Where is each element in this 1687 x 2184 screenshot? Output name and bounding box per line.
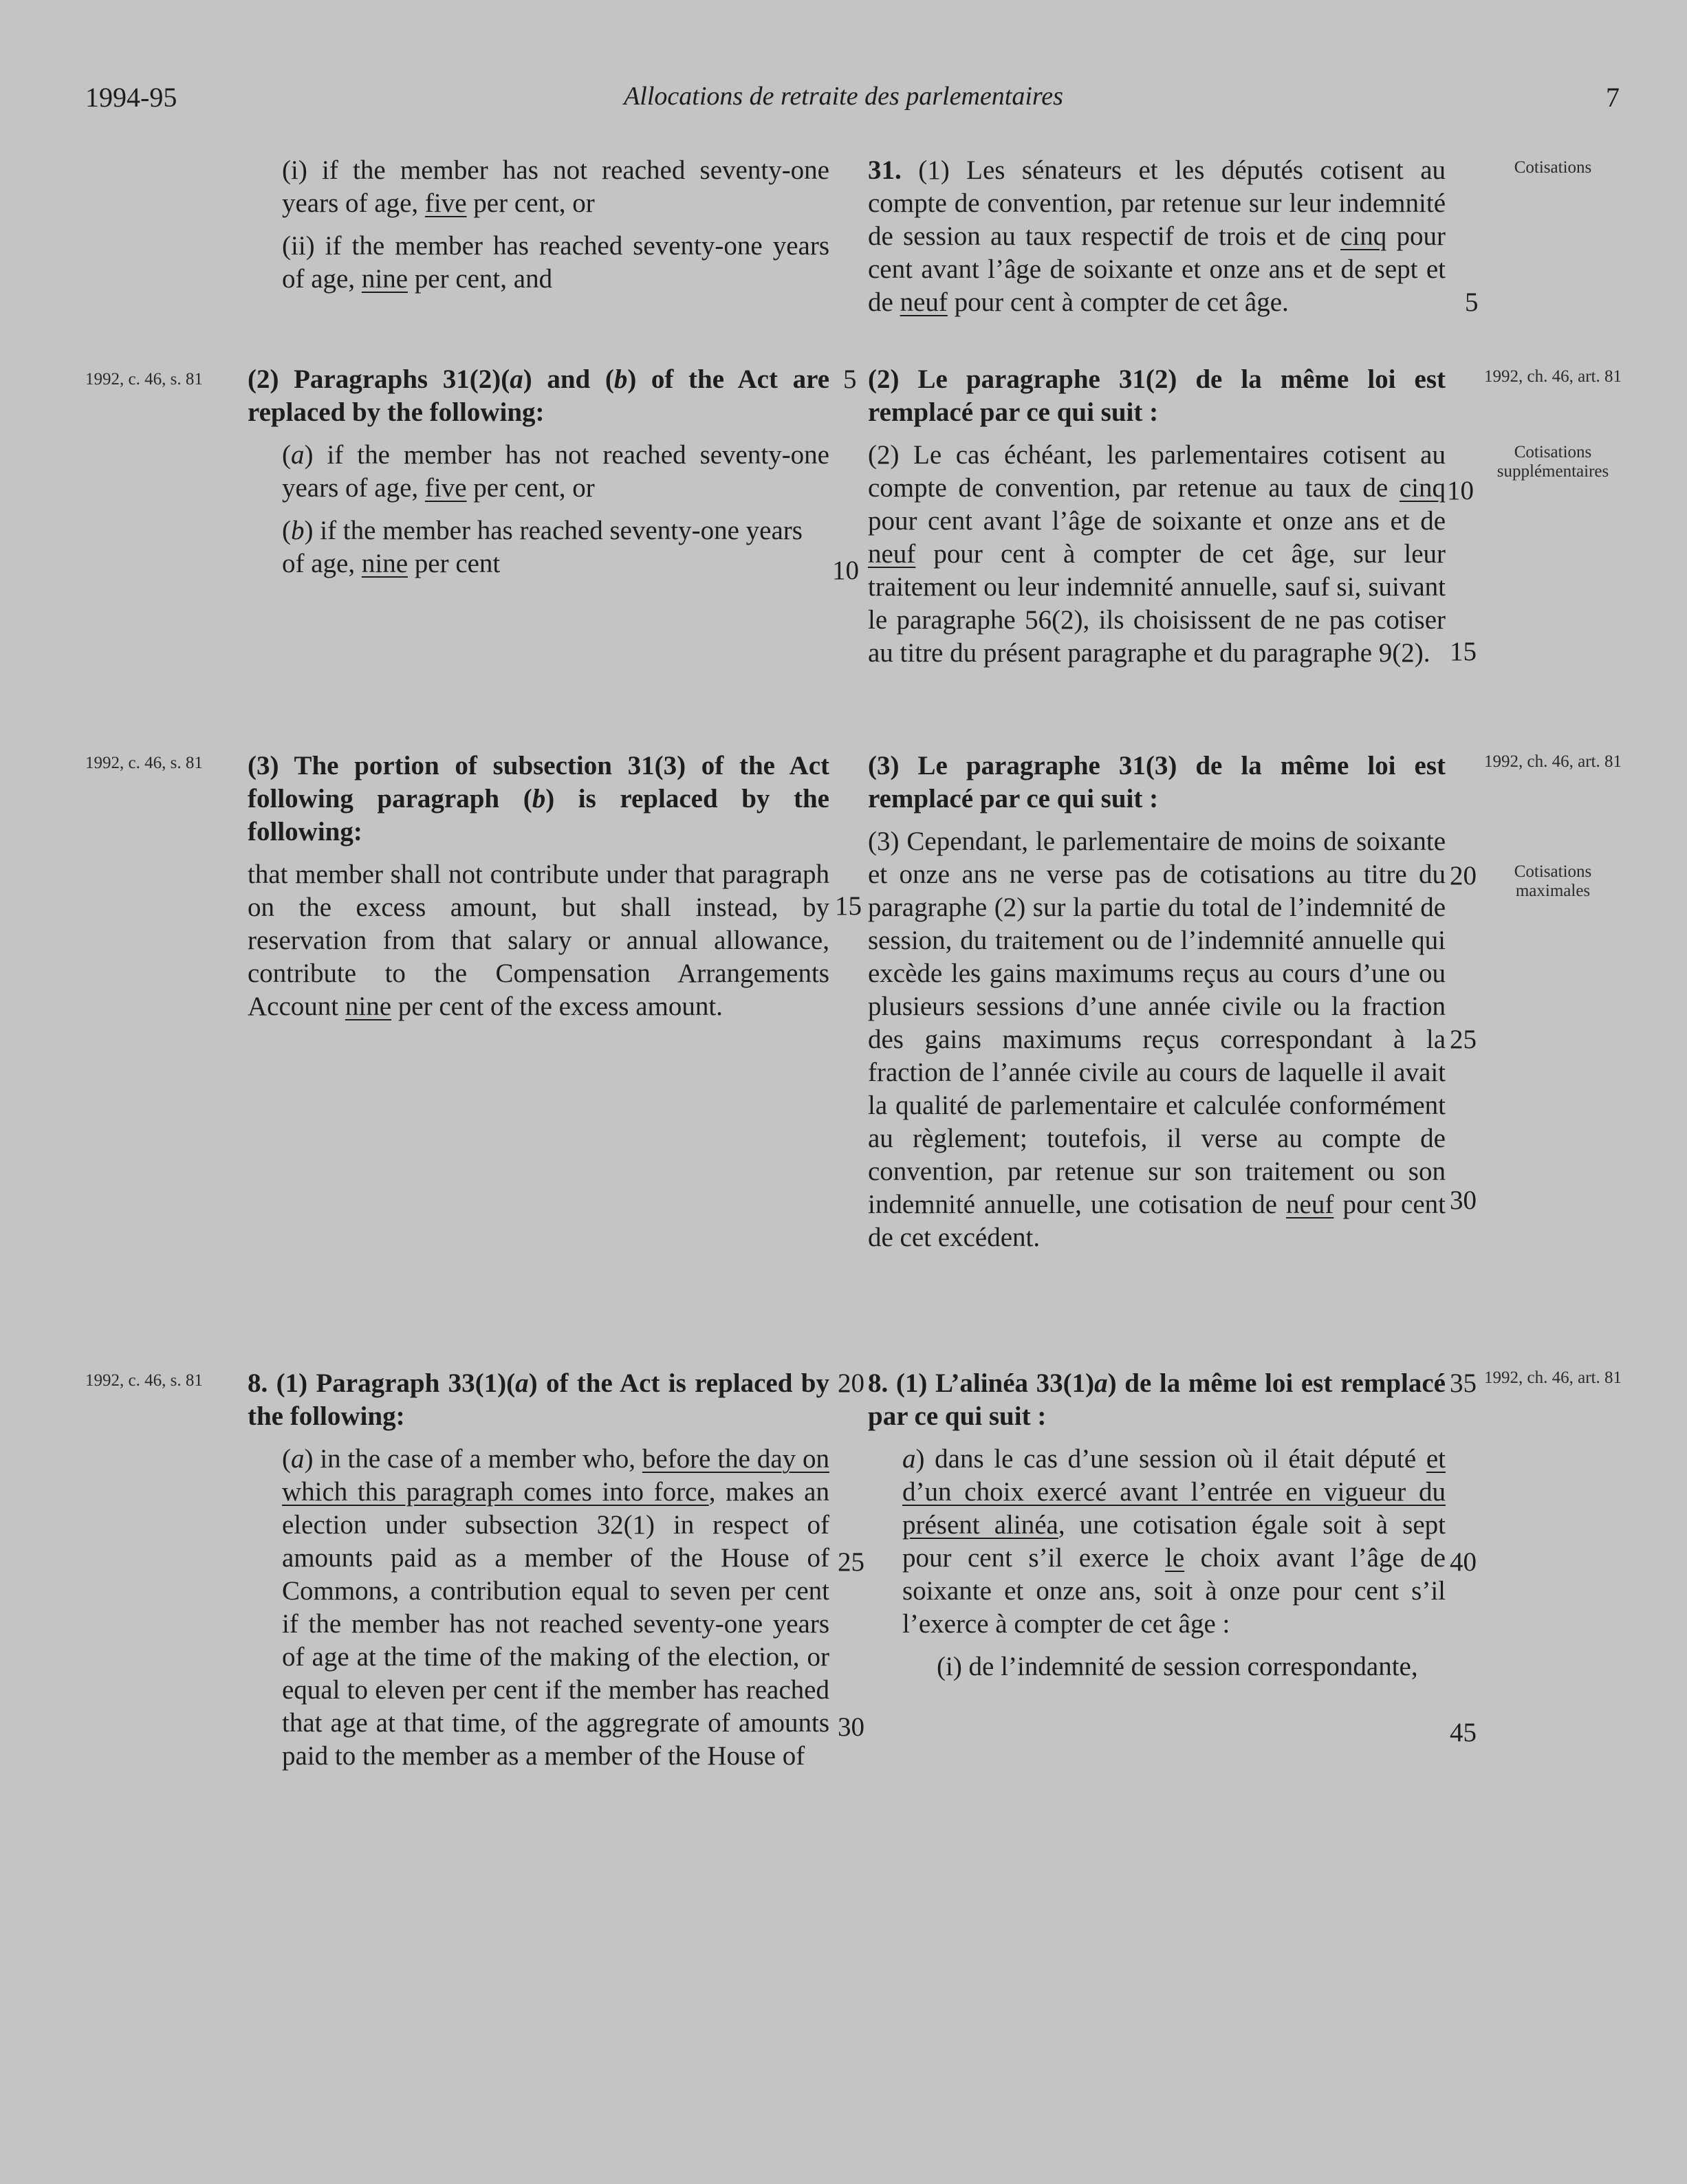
en-subpara-i: (i) if the member has not reached seventy-one years of age, five per cent, or	[282, 155, 829, 218]
margin-note-right: Cotisations supplémentaires	[1496, 443, 1609, 481]
margin-note-right: Cotisations maximales	[1514, 862, 1592, 900]
fr-section-31: 31. (1) Les sénateurs et les députés cotisent au compte de convention, par retenue sur leur indemnité de session au taux respectif de trois et de cinq pour cent avant l’âge de soixante et onze ans et de sept et de neuf pour cent à compter de cet âge.	[868, 155, 1446, 317]
line-number: 10	[832, 556, 859, 585]
en-para-a: (a) if the member has not reached seventy-one years of age, five per cent, or	[282, 440, 829, 503]
french-block-1	[868, 154, 1446, 319]
french-block-2	[868, 363, 1446, 670]
en-amendment-heading-3: (3) The portion of subsection 31(3) of the Act following paragraph (b) is replaced by the following:	[248, 751, 829, 847]
line-number: 25	[838, 1547, 864, 1577]
english-block-2	[248, 363, 829, 580]
en-amendment-heading-4: 8. (1) Paragraph 33(1)(a) of the Act is replaced by the following:	[248, 1368, 829, 1431]
english-block-4	[248, 1367, 829, 1773]
line-number: 45	[1450, 1718, 1477, 1747]
margin-note-left: 1992, c. 46, s. 81	[85, 1371, 203, 1390]
line-number: 35	[1450, 1368, 1477, 1398]
fr-subalinea-i: (i) de l’indemnité de session correspondante,	[937, 1652, 1418, 1681]
fr-amendment-heading-2: (2) Le paragraphe 31(2) de la même loi est remplacé par ce qui suit :	[868, 364, 1446, 427]
header-title: Allocations de retraite des parlementaires	[624, 82, 1063, 111]
fr-body-2: (2) Le cas échéant, les parlementaires cotisent au compte de convention, par retenue au taux de cinq pour cent avant l’âge de soixante et onze ans et de neuf pour cent à compter de cet âge, sur leur traitement ou leur indemnité annuelle, sauf si, suivant le paragraphe 56(2), ils choisissent de ne pas cotiser au titre du présent paragraphe et du paragraphe 9(2).	[868, 440, 1446, 668]
line-number: 30	[1450, 1186, 1477, 1215]
margin-note-right: 1992, ch. 46, art. 81	[1484, 752, 1622, 771]
line-number: 15	[835, 891, 862, 921]
line-number: 15	[1450, 637, 1477, 666]
fr-amendment-heading-3: (3) Le paragraphe 31(3) de la même loi est remplacé par ce qui suit :	[868, 751, 1446, 813]
line-number: 25	[1450, 1025, 1477, 1054]
french-block-4	[868, 1367, 1446, 1683]
margin-note-left: 1992, c. 46, s. 81	[85, 370, 203, 389]
margin-note-left: 1992, c. 46, s. 81	[85, 754, 203, 772]
fr-alinea-a: a) dans le cas d’une session où il était député et d’un choix exercé avant l’entrée en vigueur du présent alinéa, une cotisation égale soit à sept pour cent s’il exerce le choix avant l’âge de soixante et onze ans, soit à onze pour cent s’il l’exerce à compter de cet âge :	[902, 1444, 1446, 1639]
header-session: 1994-95	[85, 82, 177, 113]
line-number: 20	[838, 1368, 864, 1398]
en-subpara-ii: (ii) if the member has reached seventy-one years of age, nine per cent, and	[282, 231, 829, 294]
english-block-3	[248, 750, 829, 1023]
header-page-number: 7	[1606, 82, 1620, 113]
fr-body-3: (3) Cependant, le parlementaire de moins de soixante et onze ans ne verse pas de cotisations au titre du paragraphe (2) sur la partie du total de l’indemnité de session, du traitement ou de l’indemnité annuelle qui excède les gains maximums reçus au cours d’une ou plusieurs sessions d’une année civile ou la fraction des gains maximums reçus correspondant à la fraction de l’année civile au cours de laquelle il avait la qualité de parlementaire et calculée conformément au règlement; toutefois, il verse au compte de convention, par retenue sur son traitement ou son indemnité annuelle, une cotisation de neuf pour cent de cet excédent.	[868, 827, 1446, 1252]
fr-amendment-heading-4: 8. (1) L’alinéa 33(1)a) de la même loi est remplacé par ce qui suit :	[868, 1368, 1446, 1431]
en-para-33-a: (a) in the case of a member who, before the day on which this paragraph comes into force, makes an election under subsection 32(1) in respect of amounts paid as a member of the House of Commons, a contribution equal to seven per cent if the member has not reached seventy-one years of age at the time of the making of the election, or equal to eleven per cent if the member has reached that age at that time, of the aggregrate of amounts paid to the member as a member of the House of	[282, 1444, 829, 1771]
margin-note-right: Cotisations	[1514, 158, 1592, 177]
line-number: 10	[1447, 476, 1474, 505]
en-amendment-heading-2: (2) Paragraphs 31(2)(a) and (b) of the Act are replaced by the following:	[248, 364, 830, 427]
margin-note-right: 1992, ch. 46, art. 81	[1484, 367, 1622, 386]
line-number: 40	[1450, 1547, 1477, 1577]
en-body-3: that member shall not contribute under that paragraph on the excess amount, but shall instead, by reservation from that salary or annual allowance, contribute to the Compensation Arrangements Account nine per cent of the excess amount.	[248, 860, 829, 1021]
line-number: 5	[1465, 287, 1479, 317]
line-number: 30	[838, 1712, 864, 1742]
french-block-3	[868, 750, 1446, 1254]
line-number: 5	[843, 364, 857, 394]
en-para-b: (b) if the member has reached seventy-one years of age, nine per cent	[282, 516, 803, 578]
english-block-1	[248, 154, 829, 296]
line-number: 20	[1450, 861, 1477, 891]
margin-note-right: 1992, ch. 46, art. 81	[1484, 1368, 1622, 1387]
